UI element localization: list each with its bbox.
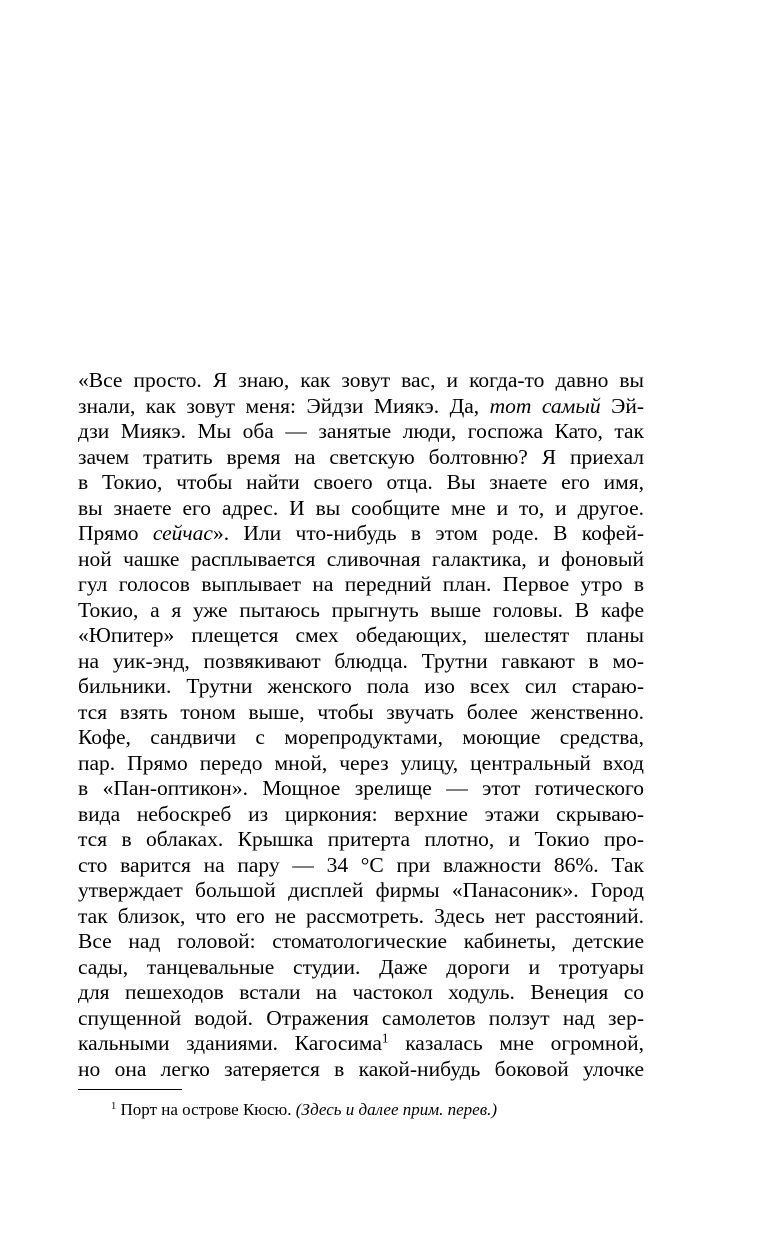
text-fragment: сто варится на пару — 34 °C при влажности 86%. Так [78,852,644,877]
text-line [78,1057,644,1083]
text-line [78,827,644,853]
text-fragment: Прямо [78,521,153,545]
text-fragment: знали, как зовут меня: Эйдзи Миякэ. Да, [78,393,490,418]
footnote-marker: 1 [111,1101,117,1113]
text-fragment: на уик-энд, позвякивают блюдца. Трутни гавкают в мо- [78,648,644,673]
text-line [78,700,644,726]
text-fragment: ной чашке расплывается сливочная галактика, и фоновый [78,546,644,571]
footnote-text: Порт на острове Кюсю. [116,1100,296,1119]
text-line [78,470,644,496]
text-fragment: так близок, что его не рассмотреть. Здесь нет расстояний. [78,903,644,928]
text-line [78,776,644,802]
text-line [78,368,644,394]
text-line [78,598,644,624]
text-line [78,802,644,828]
text-fragment: кальными зданиями. Кагосима [78,1031,382,1055]
text-line [78,853,644,879]
text-line [78,623,644,649]
text-line [78,496,644,522]
text-line [78,547,644,573]
emphasis-text: сейчас [152,521,213,545]
footnote-translator-note: (Здесь и далее прим. перев.) [295,1100,497,1119]
text-fragment: вида небоскреб из циркония: верхние этажи скрываю- [78,801,644,826]
text-line [78,1031,644,1057]
text-fragment: дзи Миякэ. Мы оба — занятые люди, госпожа Като, так [78,419,644,443]
text-line [78,980,644,1006]
text-fragment: гул голосов выплывает на передний план. Первое утро в [78,572,644,596]
text-line [78,955,644,981]
text-line [78,649,644,675]
footnote-reference: 1 [381,1030,389,1046]
text-fragment: Кофе, сандвичи с морепродуктами, моющие средства, [78,725,644,749]
text-fragment: Эй- [600,393,645,418]
text-fragment: сады, танцевальные студии. Даже дороги и тротуары [78,954,644,979]
text-fragment: спущенной водой. Отражения самолетов ползут над зер- [78,1005,644,1030]
text-fragment: но она легко затеряется в какой-нибудь боковой улочке [78,1056,644,1081]
text-fragment: тся в облаках. Крышка притерта плотно, и Токио про- [78,827,644,851]
text-line [78,521,644,547]
text-line [78,674,644,700]
text-line [78,929,644,955]
text-line [78,725,644,751]
text-fragment: в «Пан-оптикон». Мощное зрелище — этот готического [78,776,644,800]
text-line [78,394,644,420]
text-fragment: «Юпитер» плещется смех обедающих, шелестят планы [78,623,644,647]
text-fragment: казалась мне огромной, [388,1031,644,1055]
text-line [78,572,644,598]
text-fragment: ». Или что-нибудь в этом роде. В кофей- [212,521,644,545]
text-fragment: Все над головой: стоматологические кабинеты, детские [78,929,644,953]
text-fragment: тся взять тоном выше, чтобы звучать более женственно. [78,699,644,724]
text-fragment: «Все просто. Я знаю, как зовут вас, и когда-то давно вы [78,368,644,392]
text-line [78,445,644,471]
text-fragment: Токио, а я уже пытаюсь прыгнуть выше головы. В кафе [78,597,644,622]
text-line [78,904,644,930]
text-fragment: бильники. Трутни женского пола изо всех сил стараю- [78,674,644,698]
text-fragment: утверждает большой дисплей фирмы «Панасоник». Город [78,878,644,902]
footnote [111,1100,497,1120]
text-line [78,1006,644,1032]
text-fragment: зачем тратить время на светскую болтовню? Я приехал [78,444,644,469]
text-fragment: в Токио, чтобы найти своего отца. Вы знаете его имя, [78,470,644,494]
text-fragment: вы знаете его адрес. И вы сообщите мне и то, и другое. [78,495,644,520]
emphasis-text: тот самый [489,393,601,418]
text-fragment: пар. Прямо передо мной, через улицу, центральный вход [78,750,644,775]
footnote-separator [78,1089,182,1090]
text-line [78,751,644,777]
body-text [78,368,644,1082]
text-line [78,419,644,445]
text-fragment: для пешеходов встали на частокол ходуль. Венеция со [78,980,644,1004]
text-line [78,878,644,904]
